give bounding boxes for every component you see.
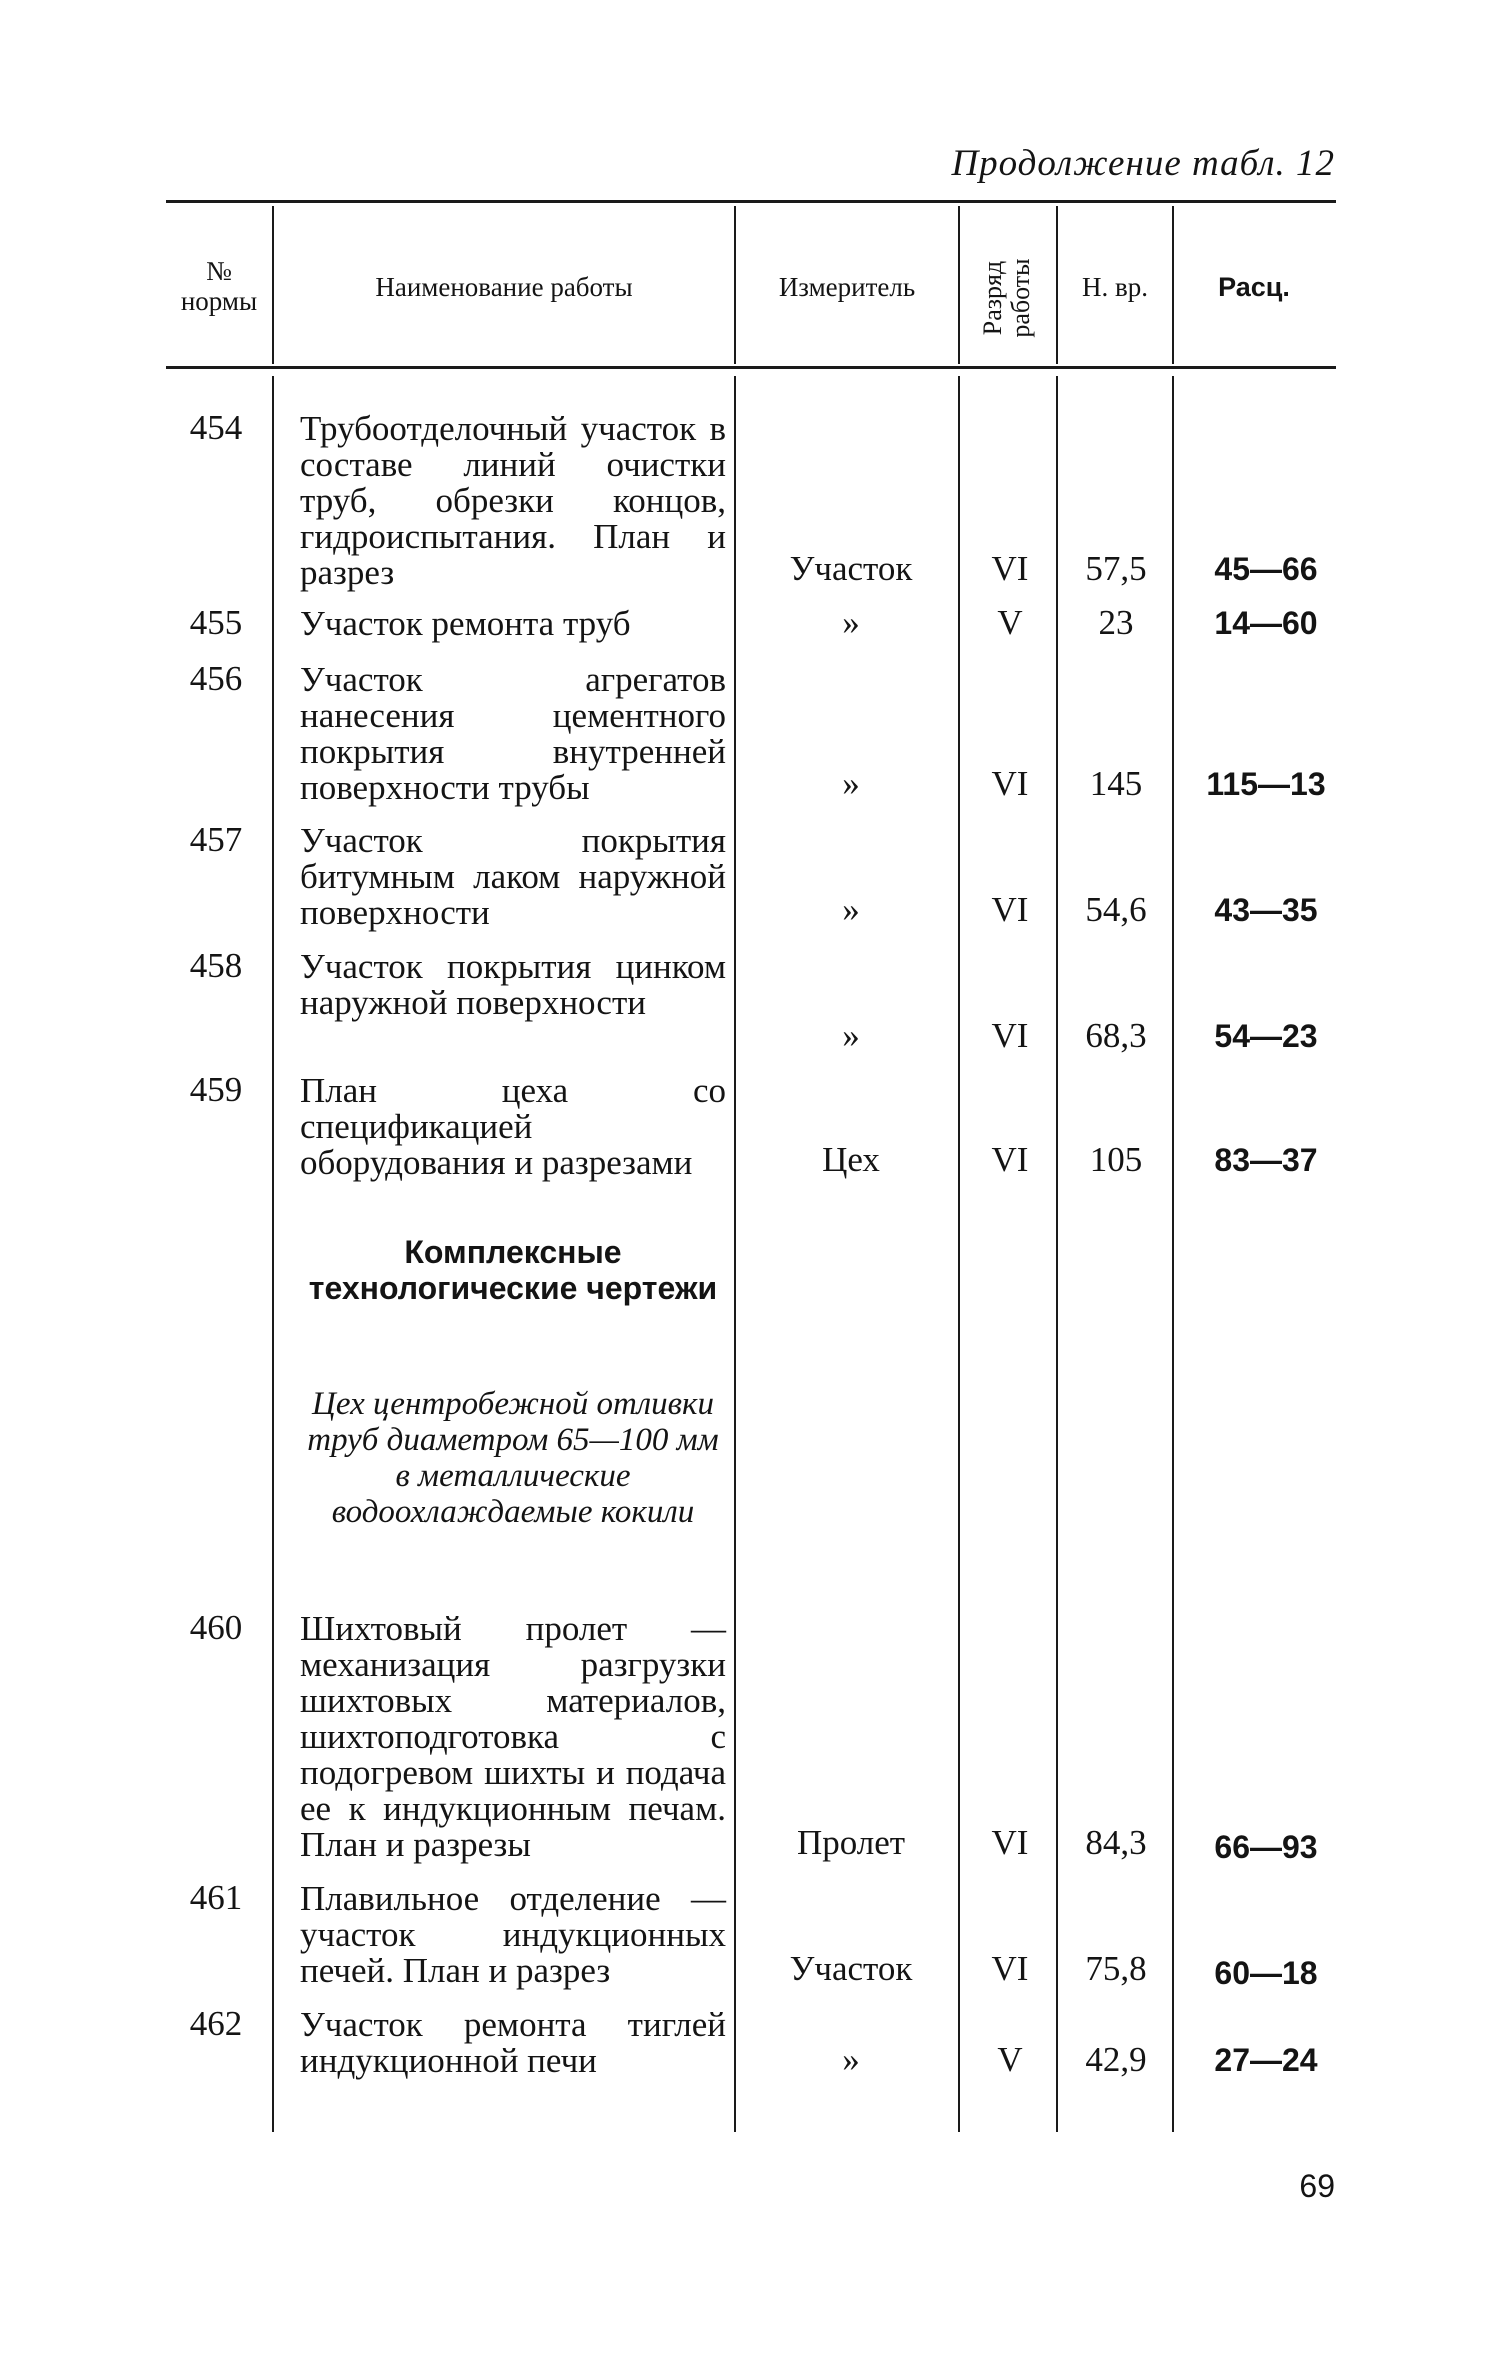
header-grade-line1: Разряд	[978, 260, 1007, 336]
norm-number: 458	[189, 946, 243, 985]
measure-cell: Участок	[789, 549, 913, 588]
price-cell: 115—13	[1206, 766, 1326, 802]
norm-number: 461	[189, 1878, 243, 1917]
norm-number: 460	[189, 1608, 243, 1647]
price-cell: 14—60	[1214, 605, 1318, 641]
norm-number: 454	[189, 408, 243, 447]
header-divider	[958, 206, 960, 364]
norm-number: 459	[189, 1070, 243, 1109]
work-name: Трубоотделочный участок в составе линий очистки труб, обрезки концов, гидроиспытания. План и разрез	[300, 409, 726, 592]
work-name: Шихтовый пролет — механизация разгрузки шихтовых материалов, шихтоподготовка с подогревом шихты и подача ее к индукционным печам. План и разрезы	[300, 1609, 726, 1864]
time-norm-cell: 54,6	[1085, 890, 1147, 929]
work-name: Плавильное отделение — участок индукционных печей. План и разрез	[300, 1879, 726, 1990]
header-work-name: Наименование работы	[375, 272, 633, 302]
time-norm-cell: 57,5	[1085, 549, 1147, 588]
norm-number: 455	[189, 603, 243, 642]
measure-cell: »	[842, 890, 860, 929]
table-top-rule	[166, 200, 1336, 203]
header-norm-symbol: №	[206, 256, 232, 286]
time-norm-cell: 75,8	[1085, 1949, 1147, 1988]
norm-number: 456	[189, 659, 243, 698]
header-norm-number	[166, 256, 272, 316]
work-name: Участок агрегатов нанесения цементного покрытия внутренней поверхности трубы	[300, 660, 726, 807]
header-bottom-rule	[166, 366, 1336, 369]
header-price: Расц.	[1218, 272, 1290, 302]
grade-cell: VI	[991, 1016, 1029, 1055]
measure-cell: Участок	[789, 1949, 913, 1988]
time-norm-cell: 23	[1098, 603, 1134, 642]
price-cell: 45—66	[1214, 551, 1318, 587]
measure-cell: »	[842, 2040, 860, 2079]
price-cell: 27—24	[1214, 2042, 1318, 2078]
time-norm-cell: 42,9	[1085, 2040, 1147, 2079]
work-name: План цеха со спецификацией оборудования и разрезами	[300, 1071, 726, 1182]
grade-cell: V	[997, 2040, 1023, 2079]
header-norm-label: нормы	[180, 286, 258, 316]
time-norm-cell: 68,3	[1085, 1016, 1147, 1055]
page-number: 69	[1299, 2168, 1335, 2204]
header-measure: Измеритель	[778, 272, 916, 302]
grade-cell: VI	[991, 764, 1029, 803]
header-time-norm: Н. вр.	[1082, 272, 1148, 302]
measure-cell: »	[842, 764, 860, 803]
norm-number: 457	[189, 820, 243, 859]
work-name: Участок ремонта тиглей индукционной печи	[300, 2005, 726, 2080]
grade-cell: VI	[991, 1823, 1029, 1862]
body-divider	[272, 376, 274, 2132]
grade-cell: VI	[991, 890, 1029, 929]
grade-cell: VI	[991, 549, 1029, 588]
price-cell: 66—93	[1214, 1829, 1318, 1865]
body-divider	[734, 376, 736, 2132]
subsection-title: Цех центробежной отливки труб диаметром 65—100 мм в металлические водоохлаждаемые кокили	[307, 1386, 719, 1530]
work-name: Участок ремонта труб	[300, 604, 631, 643]
measure-cell: »	[842, 603, 860, 642]
work-name: Участок покрытия битумным лаком наружной поверхности	[300, 821, 726, 932]
measure-cell: Цех	[822, 1140, 880, 1179]
measure-cell: Пролет	[796, 1823, 906, 1862]
price-cell: 54—23	[1214, 1018, 1318, 1054]
grade-cell: VI	[991, 1140, 1029, 1179]
grade-cell: VI	[991, 1949, 1029, 1988]
price-cell: 43—35	[1214, 892, 1318, 928]
work-name: Участок покрытия цинком наружной поверхности	[300, 947, 726, 1022]
measure-cell: »	[842, 1016, 860, 1055]
grade-cell: V	[997, 603, 1023, 642]
body-divider	[1172, 376, 1174, 2132]
price-cell: 60—18	[1214, 1955, 1318, 1991]
time-norm-cell: 105	[1089, 1140, 1143, 1179]
table-caption: Продолжение табл. 12	[951, 143, 1335, 184]
norm-number: 462	[189, 2004, 243, 2043]
price-cell: 83—37	[1214, 1142, 1318, 1178]
time-norm-cell: 145	[1089, 764, 1143, 803]
header-grade-line2: работы	[1006, 258, 1035, 338]
header-grade	[979, 228, 1035, 368]
time-norm-cell: 84,3	[1085, 1823, 1147, 1862]
section-title: Комплексные технологические чертежи	[308, 1234, 718, 1306]
